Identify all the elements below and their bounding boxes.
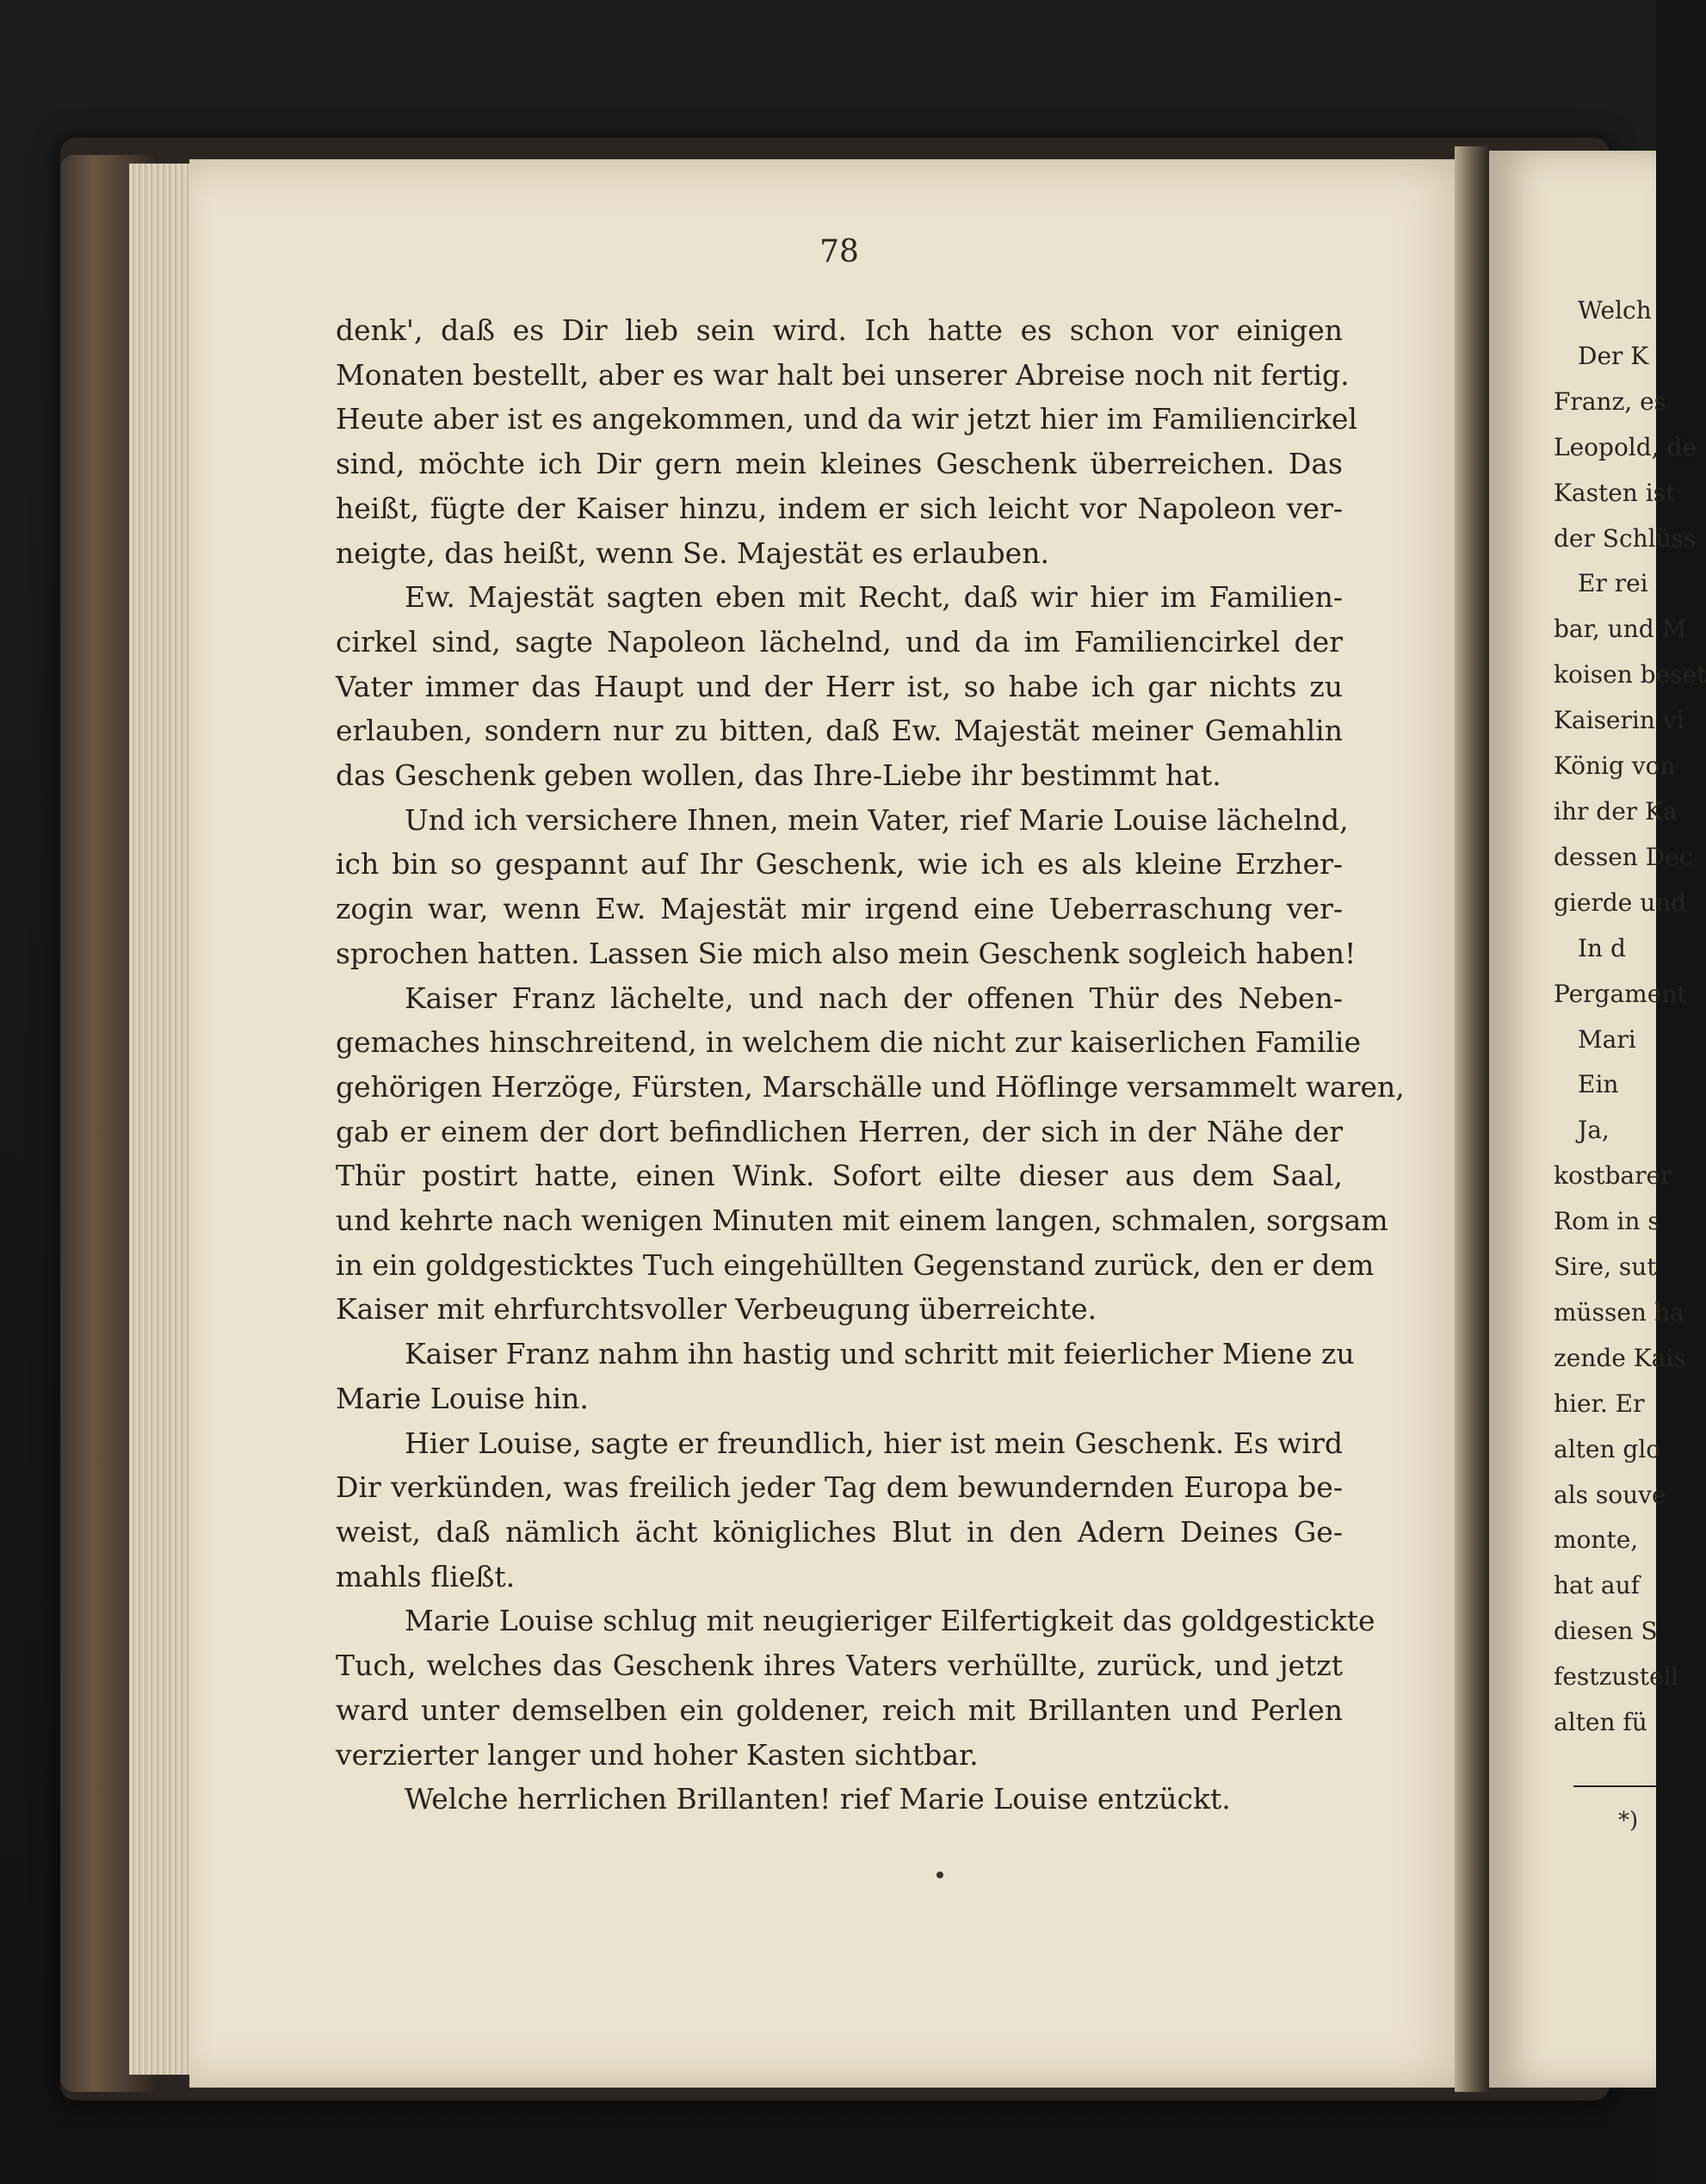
right-text-line: müssen ha	[1554, 1297, 1684, 1327]
right-text-line: Kaiserin vi	[1554, 706, 1684, 735]
text-line: Ew. Majestät sagten eben mit Recht, daß wir hier im Familien-	[405, 580, 1343, 615]
right-text-line: Rom in s	[1554, 1207, 1660, 1236]
text-line: sprochen hatten. Lassen Sie mich also mein Geschenk sogleich haben!	[336, 936, 1357, 970]
text-line: cirkel sind, sagte Napoleon lächelnd, und da im Familiencirkel der	[336, 624, 1343, 659]
page-number: 78	[819, 234, 859, 269]
right-text-line: alten glo	[1554, 1434, 1661, 1463]
right-text-line: der Schlüss	[1554, 523, 1697, 553]
text-line: Thür postirt hatte, einen Wink. Sofort eilte dieser aus dem Saal,	[336, 1159, 1343, 1193]
text-line: Kaiser Franz lächelte, und nach der offenen Thür des Neben-	[405, 981, 1343, 1015]
page-edges	[129, 164, 198, 2075]
right-text-line: Pergament	[1554, 979, 1687, 1008]
right-text-line: diesen S	[1554, 1617, 1658, 1646]
book-gutter	[1455, 146, 1489, 2092]
text-line: das Geschenk geben wollen, das Ihre-Liebe ihr bestimmt hat.	[336, 758, 1221, 793]
right-text-line: König von	[1554, 752, 1676, 781]
footnote-rule	[1573, 1785, 1656, 1787]
text-line: gemaches hinschreitend, in welchem die nicht zur kaiserlichen Familie	[336, 1025, 1362, 1060]
right-text-line: hier. Er	[1554, 1389, 1645, 1418]
text-line: Kaiser Franz nahm ihn hastig und schritt mit feierlicher Miene zu	[405, 1337, 1355, 1371]
text-line: Tuch, welches das Geschenk ihres Vaters verhüllte, zurück, und jetzt	[336, 1649, 1343, 1683]
text-line: gehörigen Herzöge, Fürsten, Marschälle und Höflinge versammelt waren,	[336, 1069, 1405, 1104]
right-text-line: Ja,	[1578, 1116, 1610, 1145]
text-line: weist, daß nämlich ächt königliches Blut in den Adern Deines Ge-	[336, 1514, 1343, 1549]
text-line: denk', daß es Dir lieb sein wird. Ich hatte es schon vor einigen	[336, 313, 1343, 347]
right-text-line: Ein	[1578, 1070, 1619, 1099]
right-text-line: monte,	[1554, 1525, 1639, 1555]
text-line: Dir verkünden, was freilich jeder Tag dem bewundernden Europa be-	[336, 1470, 1343, 1505]
text-line: zogin war, wenn Ew. Majestät mir irgend eine Ueberraschung ver-	[336, 892, 1343, 926]
text-line: gab er einem der dort befindlichen Herren, der sich in der Nähe der	[336, 1114, 1343, 1148]
right-text-line: ihr der Ka	[1554, 796, 1678, 826]
right-text-line: Der K	[1578, 341, 1649, 370]
text-line: Kaiser mit ehrfurchtsvoller Verbeugung überreichte.	[336, 1292, 1097, 1327]
text-line: Marie Louise hin.	[336, 1381, 589, 1415]
right-text-line: Leopold, de	[1554, 432, 1697, 461]
text-line: Welche herrlichen Brillanten! rief Marie Louise entzückt.	[405, 1782, 1231, 1816]
text-line: sind, möchte ich Dir gern mein kleines Geschenk überreichen. Das	[336, 447, 1343, 481]
right-text-line: Franz, es	[1554, 387, 1667, 416]
right-text-line: kostbarer	[1554, 1161, 1672, 1191]
text-line: Hier Louise, sagte er freundlich, hier ist mein Geschenk. Es wird	[405, 1426, 1343, 1460]
right-text-line: Kasten ist	[1554, 478, 1676, 507]
text-line: Und ich versichere Ihnen, mein Vater, rief Marie Louise lächelnd,	[405, 802, 1349, 837]
text-line: ward unter demselben ein goldener, reich mit Brillanten und Perlen	[336, 1692, 1343, 1727]
right-text-line: als souve	[1554, 1480, 1666, 1509]
ink-dot	[936, 1872, 943, 1878]
right-text-line: gierde und	[1554, 888, 1687, 917]
text-line: und kehrte nach wenigen Minuten mit einem langen, schmalen, sorgsam	[336, 1203, 1388, 1238]
text-line: verzierter langer und hoher Kasten sichtbar.	[336, 1737, 979, 1772]
right-text-line: Sire, sut	[1554, 1253, 1657, 1282]
right-text-line: Welch	[1578, 296, 1652, 325]
text-line: neigte, das heißt, wenn Se. Majestät es erlauben.	[336, 535, 1049, 570]
text-line: erlauben, sondern nur zu bitten, daß Ew. Majestät meiner Gemahlin	[336, 714, 1343, 748]
page-body-text	[336, 308, 1405, 1822]
text-line: heißt, fügte der Kaiser hinzu, indem er sich leicht vor Napoleon ver-	[336, 491, 1343, 525]
right-text-line: bar, und M	[1554, 615, 1687, 644]
footnote-marker: *)	[1618, 1808, 1639, 1834]
text-line: mahls fließt.	[336, 1559, 516, 1593]
right-text-line: koisen beset	[1554, 660, 1706, 690]
text-line: ich bin so gespannt auf Ihr Geschenk, wie ich es als kleine Erzher-	[336, 847, 1343, 882]
right-text-line: In d	[1578, 933, 1626, 962]
text-line: Heute aber ist es angekommen, und da wir jetzt hier im Familiencirkel	[336, 402, 1357, 436]
text-line: Monaten bestellt, aber es war halt bei unserer Abreise noch nit fertig.	[336, 357, 1350, 392]
right-text-line: zende Kais	[1554, 1343, 1686, 1372]
right-text-line: Er rei	[1578, 569, 1648, 598]
right-text-line: hat auf	[1554, 1571, 1640, 1600]
right-page-text	[1554, 288, 1706, 1746]
right-text-line: dessen Dec	[1554, 842, 1693, 871]
text-line: in ein goldgesticktes Tuch eingehüllten Gegenstand zurück, den er dem	[336, 1247, 1375, 1282]
right-text-line: festzustell	[1554, 1662, 1679, 1692]
right-text-line: Mari	[1578, 1024, 1636, 1054]
text-line: Vater immer das Haupt und der Herr ist, so habe ich gar nichts zu	[336, 669, 1343, 703]
right-text-line: alten fü	[1554, 1708, 1647, 1737]
text-line: Marie Louise schlug mit neugieriger Eilfertigkeit das goldgestickte	[405, 1604, 1375, 1638]
